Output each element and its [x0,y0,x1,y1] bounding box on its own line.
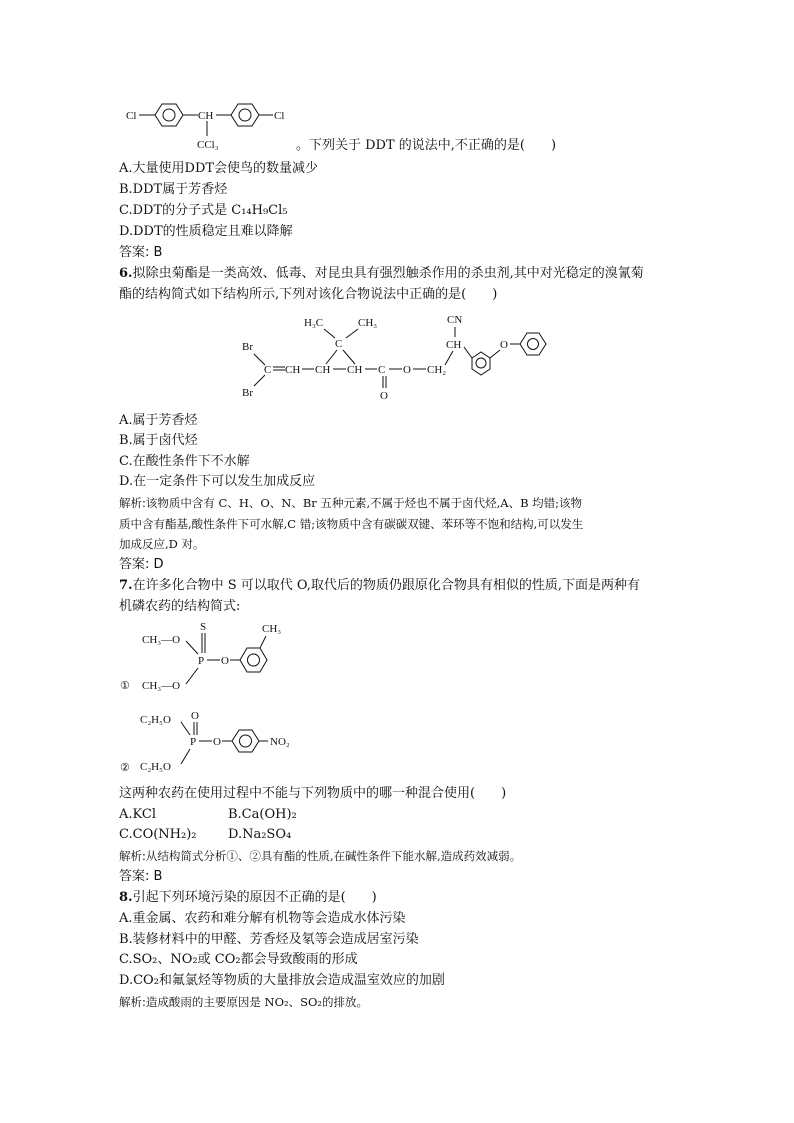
q8-option-a: A.重金属、农药和难分解有机物等会造成水体污染 [119,911,406,926]
question-number: 7. [119,578,133,593]
ddt-answer [119,244,162,262]
q6-stem-line1 [119,265,644,283]
q7-analysis [119,847,521,865]
s2-no2: NO₂ [270,736,290,748]
q7-option-a: A.KCl [119,807,156,822]
q6-cn: CN [447,314,463,326]
ddt-option-c: C.DDT的分子式是 C₁₄H₉Cl₅ [119,203,288,218]
q6-ch2: CH₂ [427,364,447,376]
q7-option-c: C.CO(NH₂)₂ [119,827,197,842]
s1-ch3: CH₃ [262,623,282,635]
s2-c2h5o-bot: C₂H₅O [140,761,171,773]
q6-br-bottom: Br [242,387,253,399]
q6-answer [119,556,164,574]
q6-option-b: B.属于卤代烃 [119,433,198,448]
ddt-ch: CH [198,110,214,122]
q6-analysis-line2: 质中含有酯基,酸性条件下可水解,C 错;该物质中含有碳碳双键、苯环等不饱和结构,可以发生 [119,517,584,531]
pesticide-1-structure [118,616,318,696]
answer-label: 答案: [119,557,150,572]
q6-c-ester: C [378,364,386,376]
s2-o: O [213,736,221,748]
q6-c1: C [264,364,272,376]
ddt-stem: 。下列关于 DDT 的说法中,不正确的是( ) [296,138,557,153]
q8-option-d: D.CO₂和氟氯烃等物质的大量排放会造成温室效应的加剧 [119,973,445,988]
s2-o-dbl: O [191,710,199,722]
s2-c2h5o-top: C₂H₅O [140,714,171,726]
analysis-text: 造成酸雨的主要原因是 NO₂、SO₂的排放。 [145,995,369,1009]
q7-question: 这两种农药在使用过程中不能与下列物质中的哪一种混合使用( ) [119,786,507,801]
question-number: 8. [119,890,133,905]
q6-analysis-line1 [119,494,582,512]
analysis-text: 从结构简式分析①、②具有酯的性质,在碱性条件下能水解,造成药效减弱。 [145,849,522,863]
pesticide-2-structure [118,704,318,776]
analysis-text: 该物质中含有 C、H、O、N、Br 五种元素,不属于烃也不属于卤代烃,A、B 均错;该物 [145,496,583,510]
q8-stem-text: 引起下列环境污染的原因不正确的是( ) [132,890,377,905]
q7-stem-line2: 机磷农药的结构简式: [119,599,241,614]
s1-ch3o-top: CH₃—O [142,634,181,646]
q6-ch1: CH [285,364,301,376]
ddt-option-d: D.DDT的性质稳定且难以降解 [119,224,293,239]
q6-option-c: C.在酸性条件下不水解 [119,454,250,469]
q6-o-carbonyl: O [380,390,388,402]
q6-c-top: C [335,338,343,350]
q8-analysis [119,993,368,1011]
ddt-ccl3: CCl₃ [197,139,219,151]
s1-marker: ① [120,680,130,692]
answer-label: 答案: [119,869,150,884]
s2-marker: ② [120,762,130,774]
q8-option-b: B.装修材料中的甲醛、芳香烃及氡等会造成居室污染 [119,932,419,947]
q6-ch2: CH [315,364,331,376]
q6-o-ether: O [500,339,508,351]
q7-option-b: B.Ca(OH)₂ [228,807,297,822]
analysis-label: 解析: [119,995,146,1009]
q7-answer [119,868,162,886]
s1-o: O [221,655,229,667]
s2-p: P [190,736,197,748]
q6-h3c: H₃C [304,317,324,329]
q6-analysis-line3: 加成反应,D 对。 [119,537,205,551]
deltamethrin-structure [240,310,560,404]
q6-stem-line2: 酯的结构简式如下结构所示,下列对该化合物说法中正确的是( ) [119,287,498,302]
q6-ch-cn: CH [446,339,462,351]
s1-ch3o-bot: CH₃—O [142,680,181,692]
ddt-cl-right: Cl [274,110,285,122]
answer-value: D [153,557,164,572]
ddt-structure [122,98,302,154]
answer-value: B [153,869,163,884]
ddt-cl-left: Cl [126,110,137,122]
answer-label: 答案: [119,245,150,260]
q7-stem-text: 在许多化合物中 S 可以取代 O,取代后的物质仍跟原化合物具有相似的性质,下面是两种有 [132,578,641,593]
s1-p: P [198,655,205,667]
q6-option-d: D.在一定条件下可以发生加成反应 [119,474,316,489]
q6-stem-text: 拟除虫菊酯是一类高效、低毒、对昆虫具有强烈触杀作用的杀虫剂,其中对光稳定的溴氰菊 [132,266,644,281]
s1-s: S [200,621,207,633]
q6-ch3: CH [347,364,363,376]
q6-o-ester: O [403,364,411,376]
analysis-label: 解析: [119,496,146,510]
q6-br-top: Br [242,341,253,353]
q8-option-c: C.SO₂、NO₂或 CO₂都会导致酸雨的形成 [119,952,358,967]
question-number: 6. [119,266,133,281]
q6-option-a: A.属于芳香烃 [119,413,198,428]
analysis-label: 解析: [119,849,146,863]
q7-option-d: D.Na₂SO₄ [228,827,292,842]
q7-stem-line1 [119,577,640,595]
q6-ch3-top: CH₃ [358,317,378,329]
ddt-option-b: B.DDT属于芳香烃 [119,182,228,197]
answer-value: B [153,245,163,260]
q8-stem [119,889,377,907]
ddt-option-a: A.大量使用DDT会使鸟的数量减少 [119,161,319,176]
